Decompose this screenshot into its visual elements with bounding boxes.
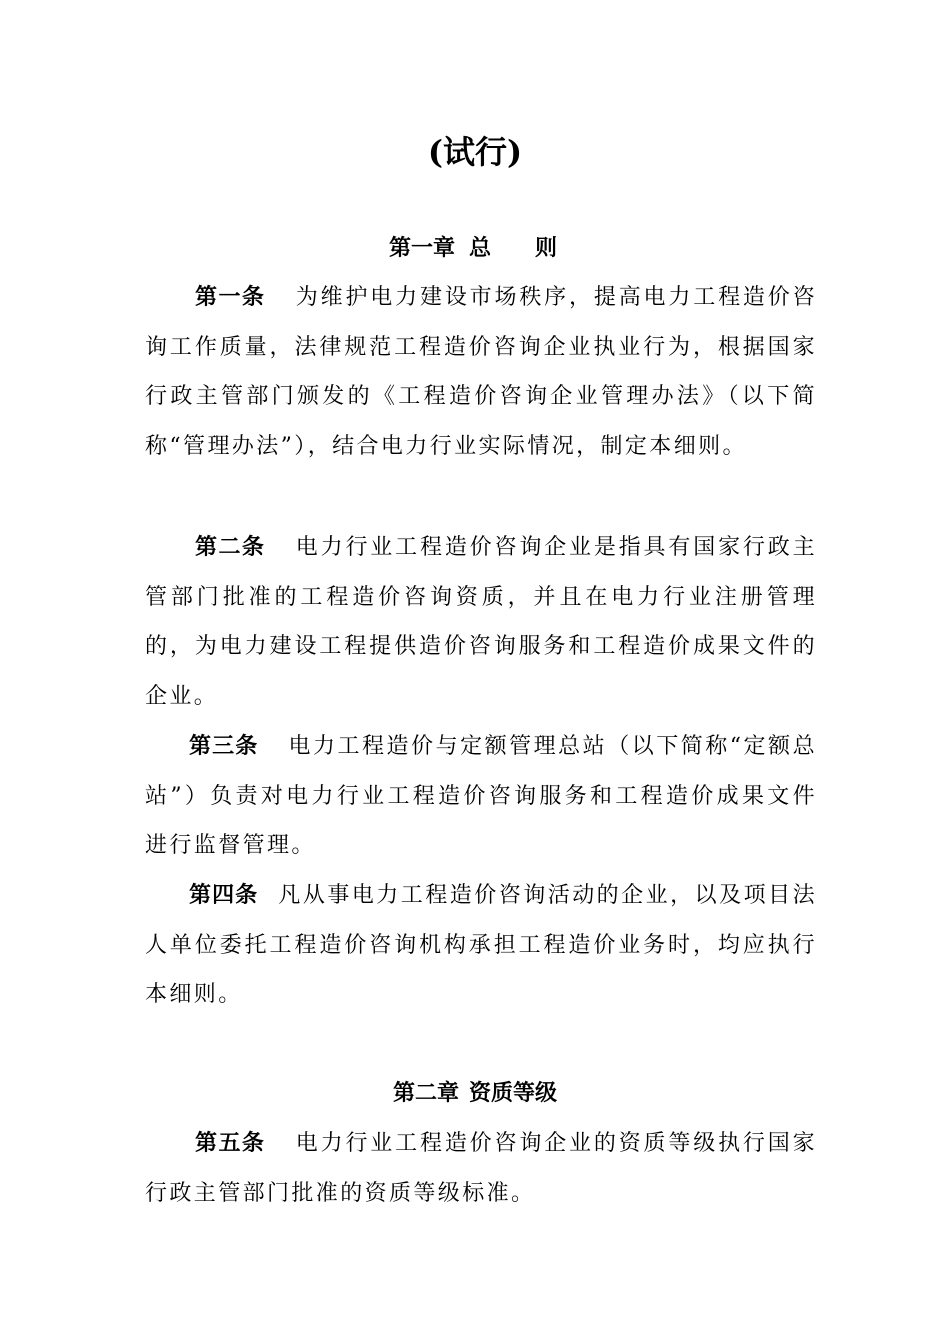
chapter-label: 第一章: [388, 235, 455, 261]
article-paragraph: [145, 523, 817, 721]
article-paragraph: [145, 722, 817, 871]
article-label: 第一条: [195, 284, 266, 310]
article-text: 电力工程造价与定额管理总站（以下简称“定额总站”）负责对电力行业工程造价咨询服务和工程造价成果文件进行监督管理。: [145, 734, 817, 858]
article-paragraph: [145, 1119, 817, 1218]
chapter-name-part: 则: [535, 235, 558, 261]
article-paragraph: [145, 273, 817, 471]
article-text: 电力行业工程造价咨询企业的资质等级执行国家行政主管部门批准的资质等级标准。: [145, 1131, 817, 1206]
article-label: 第五条: [195, 1130, 266, 1156]
chapter-label: 第二章: [392, 1080, 459, 1106]
document-title: (试行): [427, 133, 523, 171]
article-text: 为维护电力建设市场秩序，提高电力工程造价咨询工作质量，法律规范工程造价咨询企业执业行为，根据国家行政主管部门颁发的《工程造价咨询企业管理办法》（以下简称“管理办法”），结合电力行业实际情况，制定本细则。: [145, 285, 817, 459]
chapter-name-part: 总: [468, 235, 491, 261]
article-text: 凡从事电力工程造价咨询活动的企业，以及项目法人单位委托工程造价咨询机构承担工程造价业务时，均应执行本细则。: [145, 883, 817, 1007]
chapter-name: 资质等级: [469, 1080, 558, 1106]
article-text: 电力行业工程造价咨询企业是指具有国家行政主管部门批准的工程造价咨询资质，并且在电力行业注册管理的，为电力建设工程提供造价咨询服务和工程造价成果文件的企业。: [145, 535, 817, 709]
chapter-heading: [0, 233, 948, 263]
article-label: 第四条: [189, 882, 259, 908]
chapter-heading: [0, 1078, 950, 1108]
article-paragraph: [145, 871, 817, 1020]
article-label: 第三条: [189, 733, 259, 759]
article-label: 第二条: [195, 534, 266, 560]
